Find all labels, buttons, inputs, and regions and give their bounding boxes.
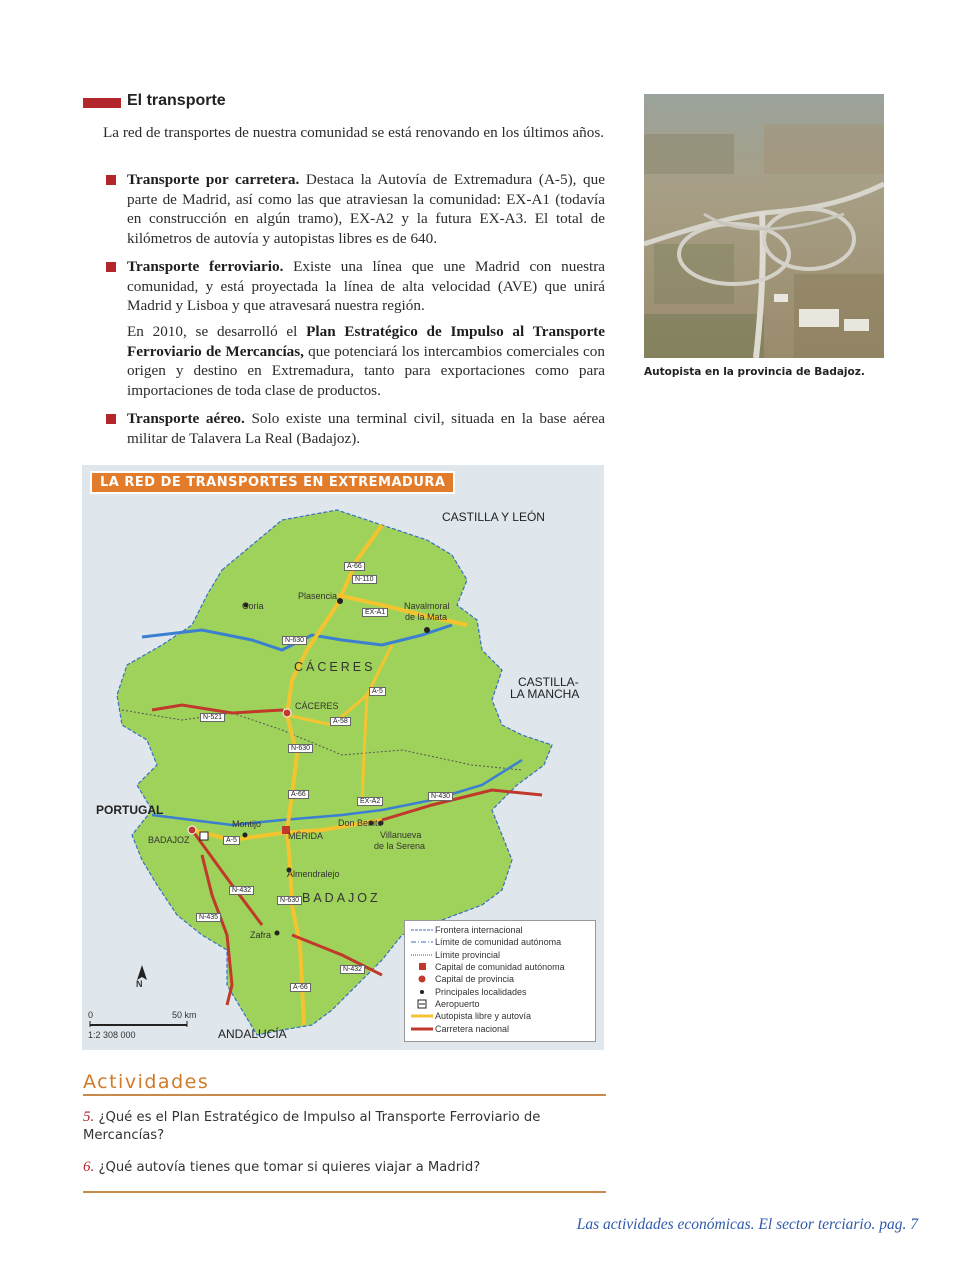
- airport-icon: [409, 999, 435, 1009]
- road-label: N-432: [229, 886, 254, 895]
- bullet-heading: Transporte por carretera.: [127, 171, 300, 188]
- bullet-marker: [106, 414, 116, 424]
- legend-label: Límite provincial: [435, 949, 501, 960]
- city-almendralejo: Almendralejo: [287, 869, 340, 879]
- label-castilla-mancha-1: CASTILLA-: [518, 675, 579, 689]
- bullet-marker: [106, 175, 116, 185]
- city-zafra: Zafra: [250, 930, 272, 940]
- city-coria: Coria: [242, 601, 264, 611]
- road-label: A-66: [288, 790, 309, 799]
- transport-map: [82, 465, 604, 1050]
- bullet-aereo: [127, 409, 605, 448]
- activity-text: ¿Qué autovía tienes que tomar si quieres viajar a Madrid?: [94, 1160, 481, 1175]
- section-marker: [83, 98, 121, 108]
- city-badajoz: BADAJOZ: [148, 835, 190, 845]
- activity-6: [83, 1158, 606, 1177]
- activities-title: Actividades: [83, 1071, 210, 1093]
- city-navalmoral: Navalmoral: [404, 601, 450, 611]
- plan-text-post: que potenciará los intercambios comerciales con origen y destino en Extremadura, tanto para exportaciones como para importaciones de toda clase de productos.: [127, 342, 605, 399]
- legend-label: Autopista libre y autovía: [435, 1011, 532, 1022]
- legend-item: [405, 973, 595, 985]
- north-label: N: [136, 979, 143, 989]
- bullet-ferroviario: [127, 257, 605, 316]
- activities-top-rule: [83, 1094, 606, 1096]
- activity-5: [83, 1108, 606, 1145]
- legend-item: [405, 949, 595, 961]
- road-label: EX-A2: [357, 797, 383, 806]
- road-label: N-110: [352, 575, 377, 584]
- activity-number: 6.: [83, 1159, 95, 1175]
- road-label: N-630: [282, 636, 307, 645]
- page-footer: Las actividades económicas. El sector terciario. pag. 7: [576, 1216, 918, 1233]
- legend-label: Límite de comunidad autónoma: [435, 937, 562, 948]
- road-label: N-432: [340, 965, 365, 974]
- legend-item: [405, 998, 595, 1010]
- intro-paragraph: La red de transportes de nuestra comunidad se está renovando en los últimos años.: [103, 124, 605, 141]
- city-navalmoral-2: de la Mata: [405, 612, 448, 622]
- photo-caption: Autopista en la provincia de Badajoz.: [644, 366, 865, 378]
- city-montijo: Montijo: [232, 819, 262, 829]
- legend-item: [405, 985, 595, 997]
- highway-photo: [644, 94, 884, 358]
- city-plasencia: Plasencia: [298, 591, 338, 601]
- city-merida: MÉRIDA: [288, 831, 324, 841]
- label-prov-badajoz: BADAJOZ: [302, 891, 381, 905]
- road-label: A-5: [223, 836, 240, 845]
- label-andalucia: ANDALUCÍA: [218, 1027, 287, 1041]
- scale-ratio: 1:2 308 000: [88, 1030, 136, 1040]
- legend-label: Principales localidades: [435, 986, 527, 997]
- legend-item: [405, 924, 595, 936]
- road-label: A-66: [344, 562, 365, 571]
- legend-item: [405, 961, 595, 973]
- legend-item: [405, 1010, 595, 1022]
- city-don-benito: Don Benito: [338, 818, 383, 828]
- road-label: A-58: [330, 717, 351, 726]
- bullet-marker: [106, 262, 116, 272]
- map-legend: [404, 920, 596, 1042]
- label-castilla-leon: CASTILLA Y LEÓN: [442, 510, 545, 524]
- road-label: A-5: [369, 687, 386, 696]
- bullet-carretera: [127, 170, 605, 248]
- road-label: N-430: [428, 792, 453, 801]
- bullet-text: Solo existe una terminal civil, situada en la base aérea militar de Talavera La Real (Badajoz).: [127, 410, 605, 447]
- legend-label: Frontera internacional: [435, 925, 523, 936]
- bullet-heading: Transporte aéreo.: [127, 410, 245, 427]
- label-castilla-mancha-2: LA MANCHA: [510, 687, 580, 701]
- activities-bottom-rule: [83, 1191, 606, 1193]
- bullet-heading: Transporte ferroviario.: [127, 258, 284, 275]
- legend-label: Aeropuerto: [435, 998, 480, 1009]
- road-label: N-521: [200, 713, 225, 722]
- label-portugal: PORTUGAL: [96, 803, 164, 817]
- scale-zero: 0: [88, 1010, 94, 1020]
- plan-name: Plan Estratégico de Impulso al Transporte Ferroviario de Mercancías,: [127, 323, 605, 360]
- plan-text-pre: En 2010, se desarrolló el: [127, 323, 307, 340]
- label-prov-caceres: CÁCERES: [294, 660, 376, 674]
- road-label: N-630: [288, 744, 313, 753]
- legend-label: Capital de provincia: [435, 974, 515, 985]
- road-label: A-66: [290, 983, 311, 992]
- legend-item: [405, 1022, 595, 1034]
- city-caceres: CÁCERES: [295, 701, 339, 711]
- scale-km: 50 km: [172, 1010, 197, 1020]
- legend-label: Carretera nacional: [435, 1023, 510, 1034]
- road-label: N-435: [196, 913, 221, 922]
- legend-item: [405, 936, 595, 948]
- road-label: N-630: [277, 896, 302, 905]
- map-title: LA RED DE TRANSPORTES EN EXTREMADURA: [90, 471, 455, 494]
- activity-text: ¿Qué es el Plan Estratégico de Impulso al Transporte Ferroviario de Mercancías?: [83, 1110, 541, 1143]
- activity-number: 5.: [83, 1109, 95, 1125]
- city-villanueva-2: de la Serena: [374, 841, 426, 851]
- city-villanueva: Villanueva: [380, 830, 422, 840]
- plan-paragraph: [127, 322, 605, 400]
- section-title: El transporte: [127, 92, 226, 109]
- legend-label: Capital de comunidad autónoma: [435, 962, 565, 973]
- bullet-text: Destaca la Autovía de Extremadura (A-5), que parte de Madrid, así como las que atraviesan la comunidad: EX-A1 (todavía en construcción en algún tramo), EX-A2 y la futura EX-A3. El total de kilómetros de autovía y autopistas libres es de 640.: [127, 171, 605, 247]
- bullet-text: Existe una línea que une Madrid con nuestra comunidad, y está proyectada la línea de alta velocidad (AVE) que unirá Madrid y Lisboa y que atravesará nuestra región.: [127, 258, 605, 314]
- road-label: EX-A1: [362, 608, 388, 617]
